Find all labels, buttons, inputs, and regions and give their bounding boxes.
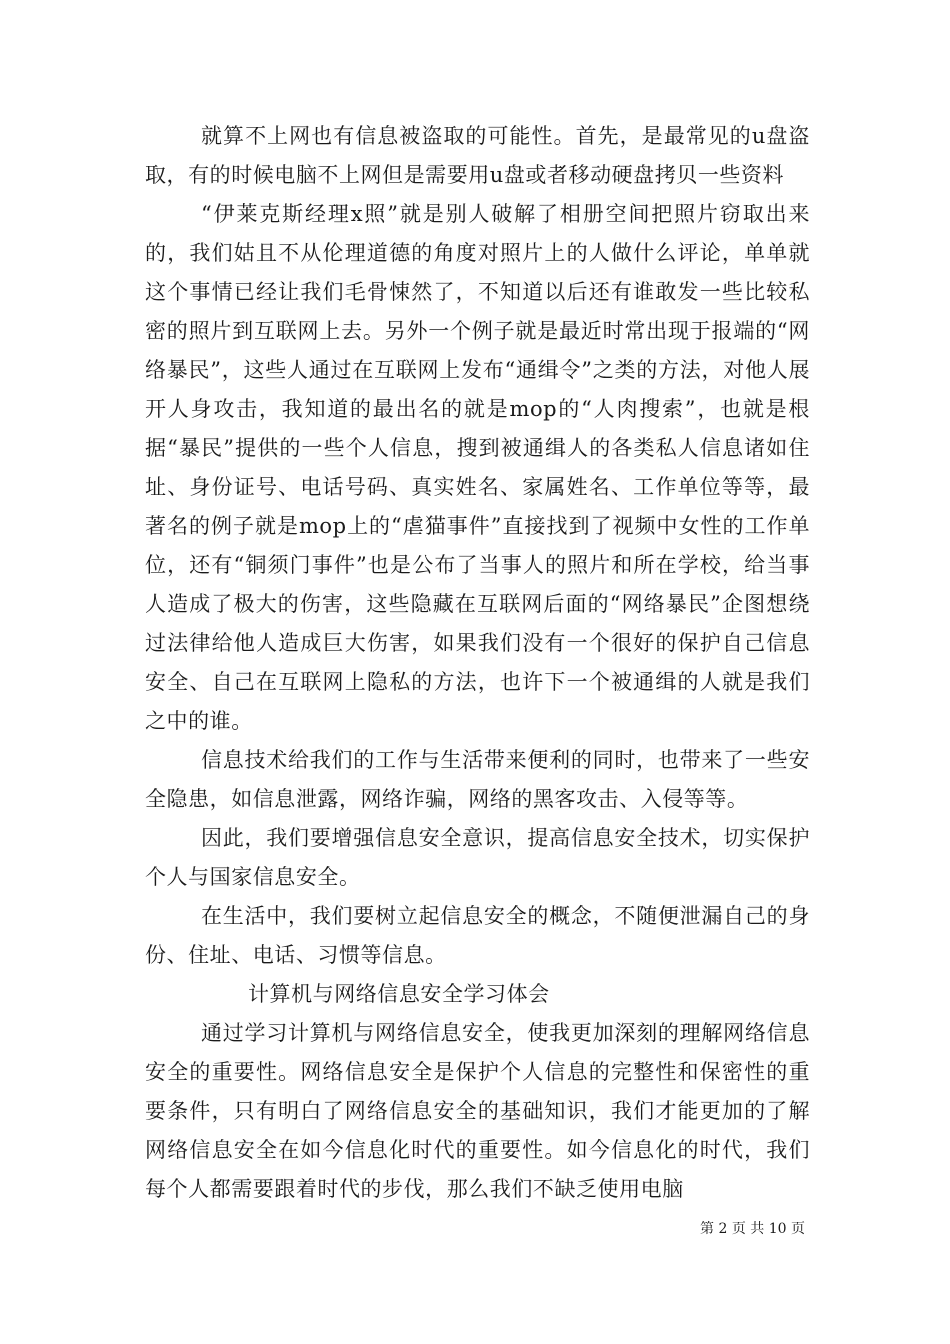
- paragraph-study-experience: 通过学习计算机与网络信息安全，使我更加深刻的理解网络信息安全的重要性。网络信息安全是保护个人信息的完整性和保密性的重要条件，只有明白了网络信息安全的基础知识，我们才能更加的了解网络信息安全在如今信息化时代的重要性。如今信息化的时代，我们每个人都需要跟着时代的步伐，那么我们不缺乏使用电脑: [145, 1021, 810, 1201]
- page-number-footer: 第 2 页 共 10 页: [700, 1221, 805, 1237]
- paragraph-awareness: 因此，我们要增强信息安全意识，提高信息安全技术，切实保护个人与国家信息安全。: [145, 826, 810, 889]
- paragraph-daily-life: 在生活中，我们要树立起信息安全的概念，不随便泄漏自己的身份、住址、电话、习惯等信息。: [145, 904, 810, 967]
- document-body: [145, 117, 810, 1209]
- paragraph-it-risks: 信息技术给我们的工作与生活带来便利的同时，也带来了一些安全隐患，如信息泄露，网络诈骗，网络的黑客攻击、入侵等等。: [145, 748, 810, 811]
- paragraph-privacy-examples: “伊莱克斯经理x照”就是别人破解了相册空间把照片窃取出来的，我们姑且不从伦理道德的角度对照片上的人做什么评论，单单就这个事情已经让我们毛骨悚然了，不知道以后还有谁敢发一些比较私密的照片到互联网上去。另外一个例子就是最近时常出现于报端的“网络暴民”，这些人通过在互联网上发布“通缉令”之类的方法，对他人展开人身攻击，我知道的最出名的就是mop的“人肉搜索”，也就是根据“暴民”提供的一些个人信息，搜到被通缉人的各类私人信息诸如住址、身份证号、电话号码、真实姓名、家属姓名、工作单位等等，最著名的例子就是mop上的“虐猫事件”直接找到了视频中女性的工作单位，还有“铜须门事件”也是公布了当事人的照片和所在学校，给当事人造成了极大的伤害，这些隐藏在互联网后面的“网络暴民”企图想绕过法律给他人造成巨大伤害，如果我们没有一个很好的保护自己信息安全、自己在互联网上隐私的方法，也许下一个被通缉的人就是我们之中的谁。: [145, 202, 810, 733]
- section-title: 计算机与网络信息安全学习体会: [248, 982, 550, 1006]
- paragraph-usb-theft: 就算不上网也有信息被盗取的可能性。首先，是最常见的u盘盗取，有的时候电脑不上网但是需要用u盘或者移动硬盘拷贝一些资料: [145, 124, 810, 187]
